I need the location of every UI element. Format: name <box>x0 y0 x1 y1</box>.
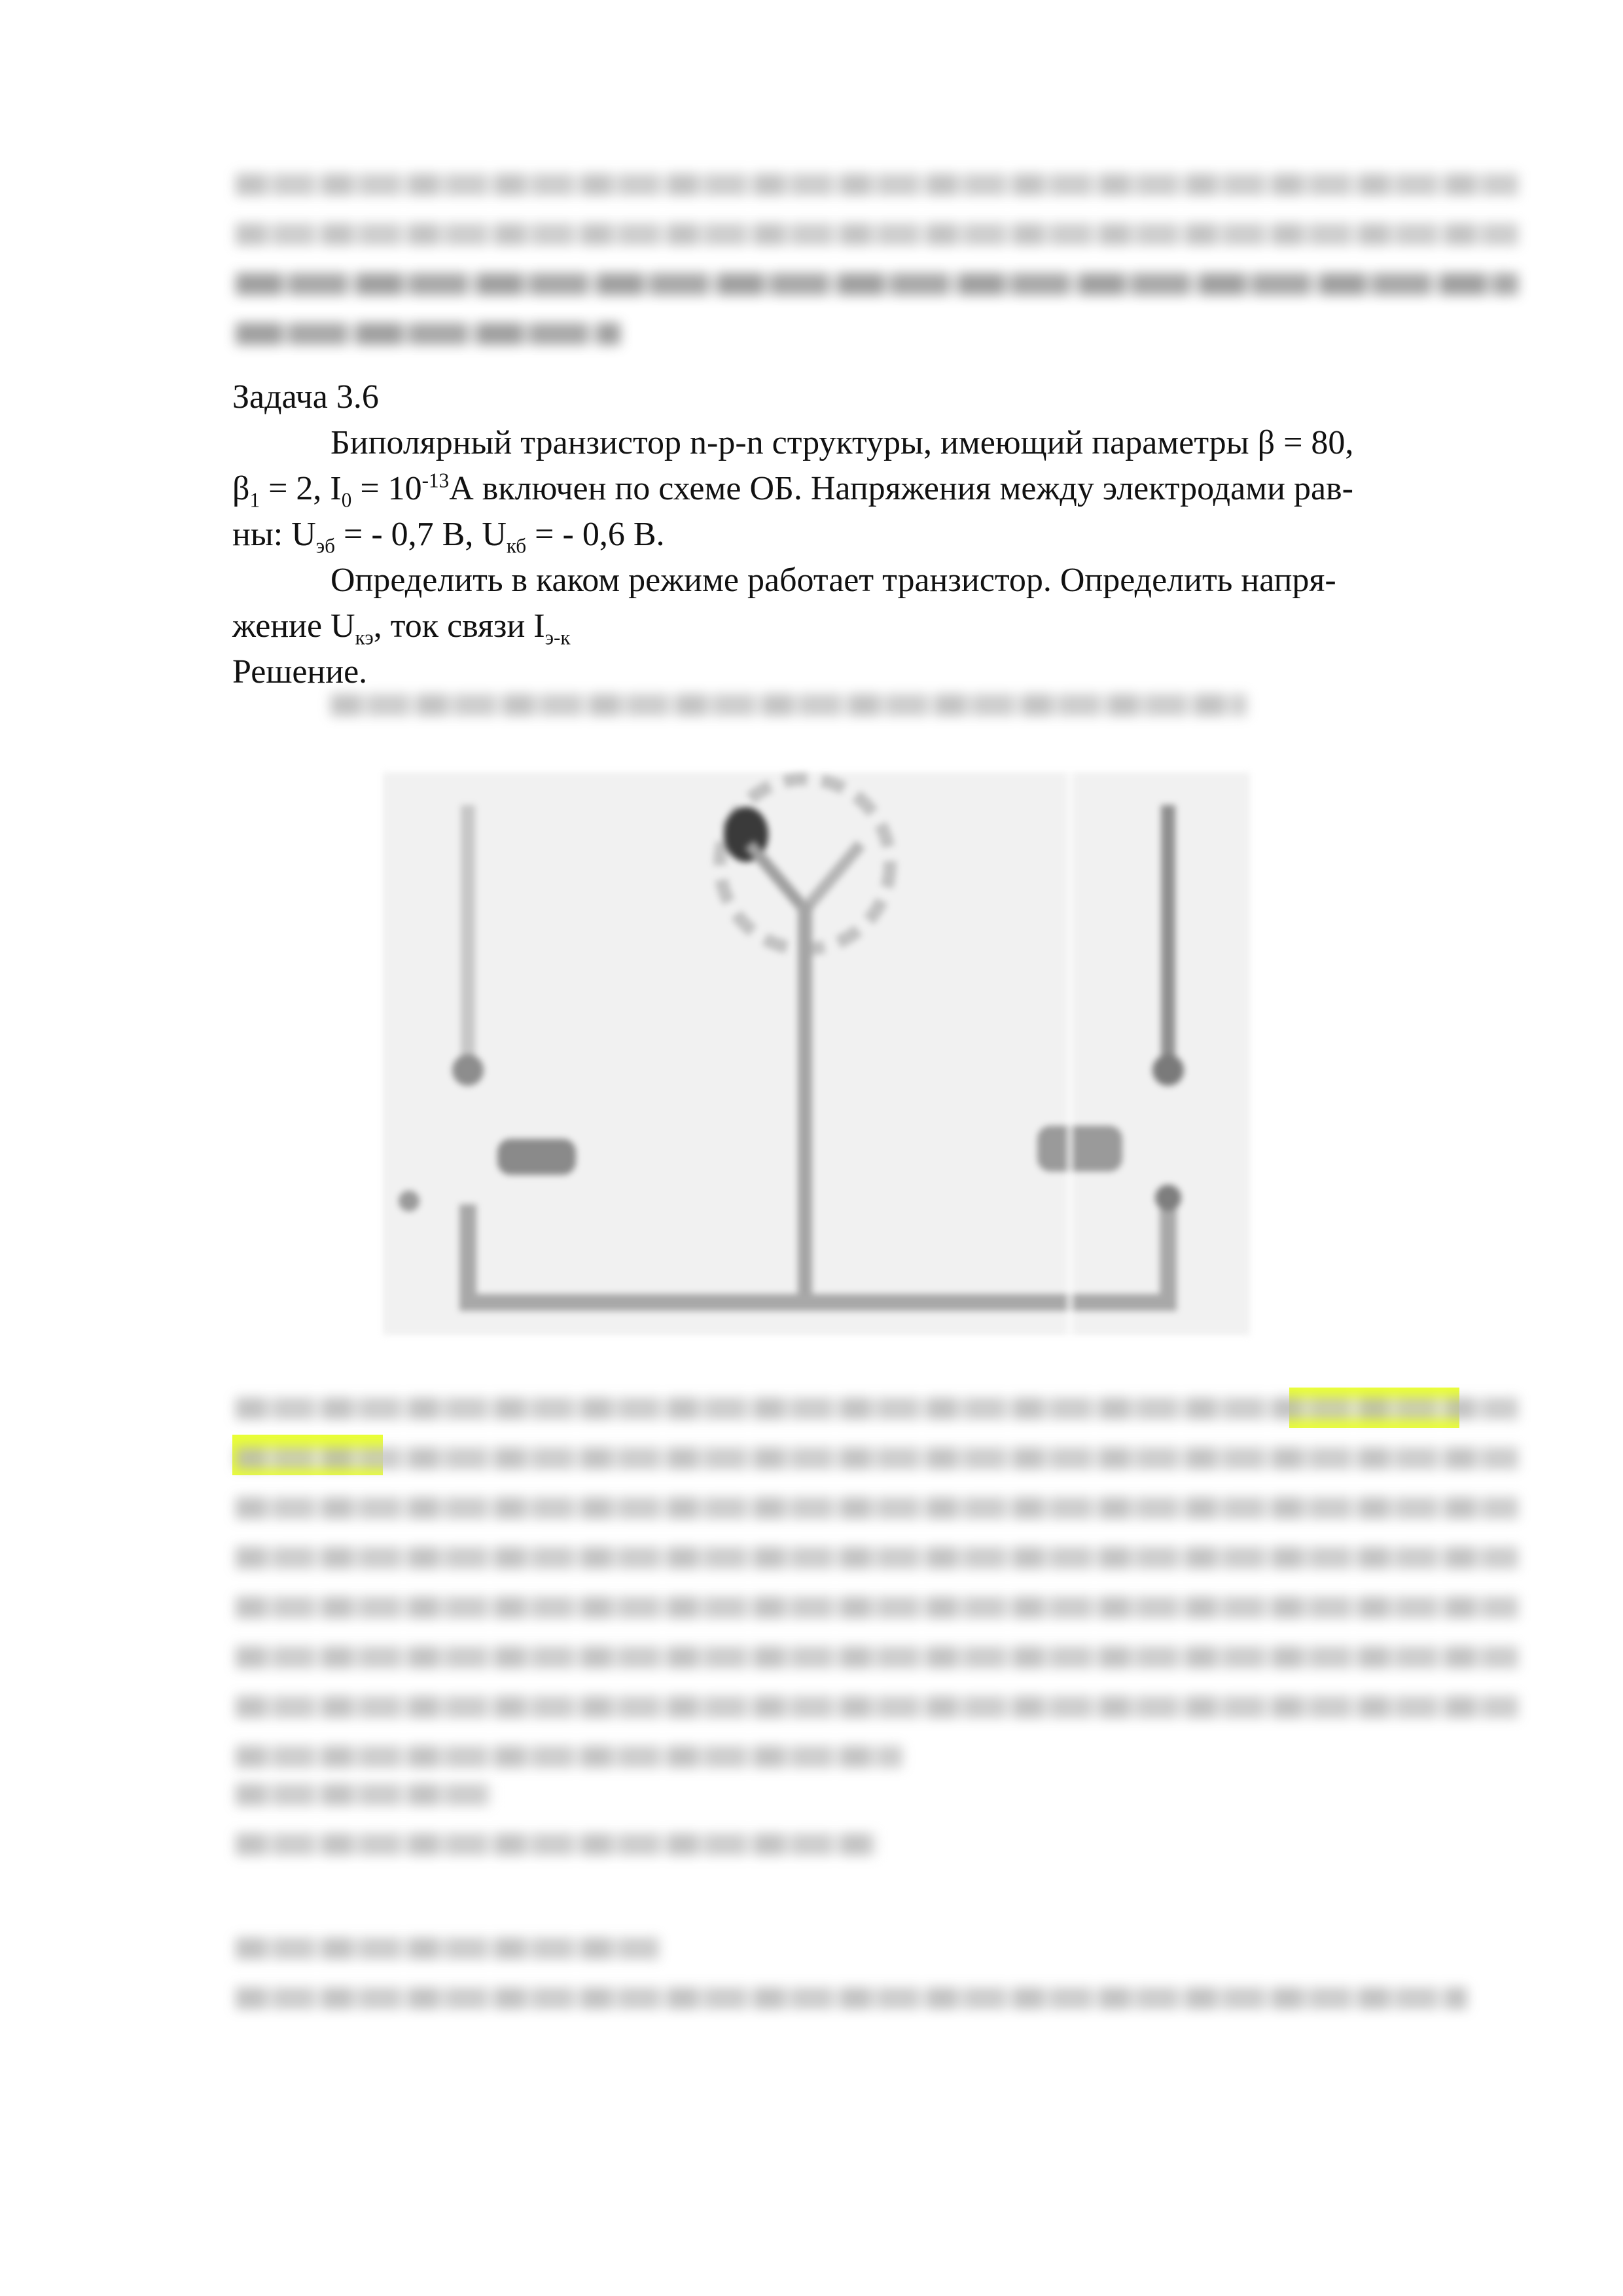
blurred-step-2 <box>236 1397 1518 1795</box>
task-paragraph-2-line-1: Определить в каком режиме работает транзистор. Определить напря- <box>330 562 1336 599</box>
task-paragraph-1-line-1: Биполярный транзистор n-p-n структуры, имеющий параметры β = 80, <box>330 424 1354 461</box>
solution-heading: Решение. <box>232 653 368 691</box>
blurred-paragraph-top <box>236 173 1518 372</box>
circuit-svg <box>383 772 1250 1335</box>
task-paragraph-2-line-2: жение $U_{кэ}$, ток связи $I_{э-к}$ <box>232 607 571 649</box>
task-text <box>232 374 1525 695</box>
task-title: Задача 3.6 <box>232 378 379 416</box>
circuit-diagram <box>383 772 1250 1335</box>
task-paragraph-1-line-2: $\beta_1 = 2$, $I_0 = 10^{-13}А$ включен по схеме ОБ. Напряжения между электродами рав- <box>232 469 1353 512</box>
blurred-step-3 <box>236 1784 1518 1883</box>
blurred-step-4 <box>236 1937 1518 2037</box>
blurred-step-1 <box>330 694 1247 744</box>
task-paragraph-1-line-3: ны: $U_{эб}$ = - 0,7 В, $U_{кб}$ = - 0,6 В. <box>232 516 665 558</box>
